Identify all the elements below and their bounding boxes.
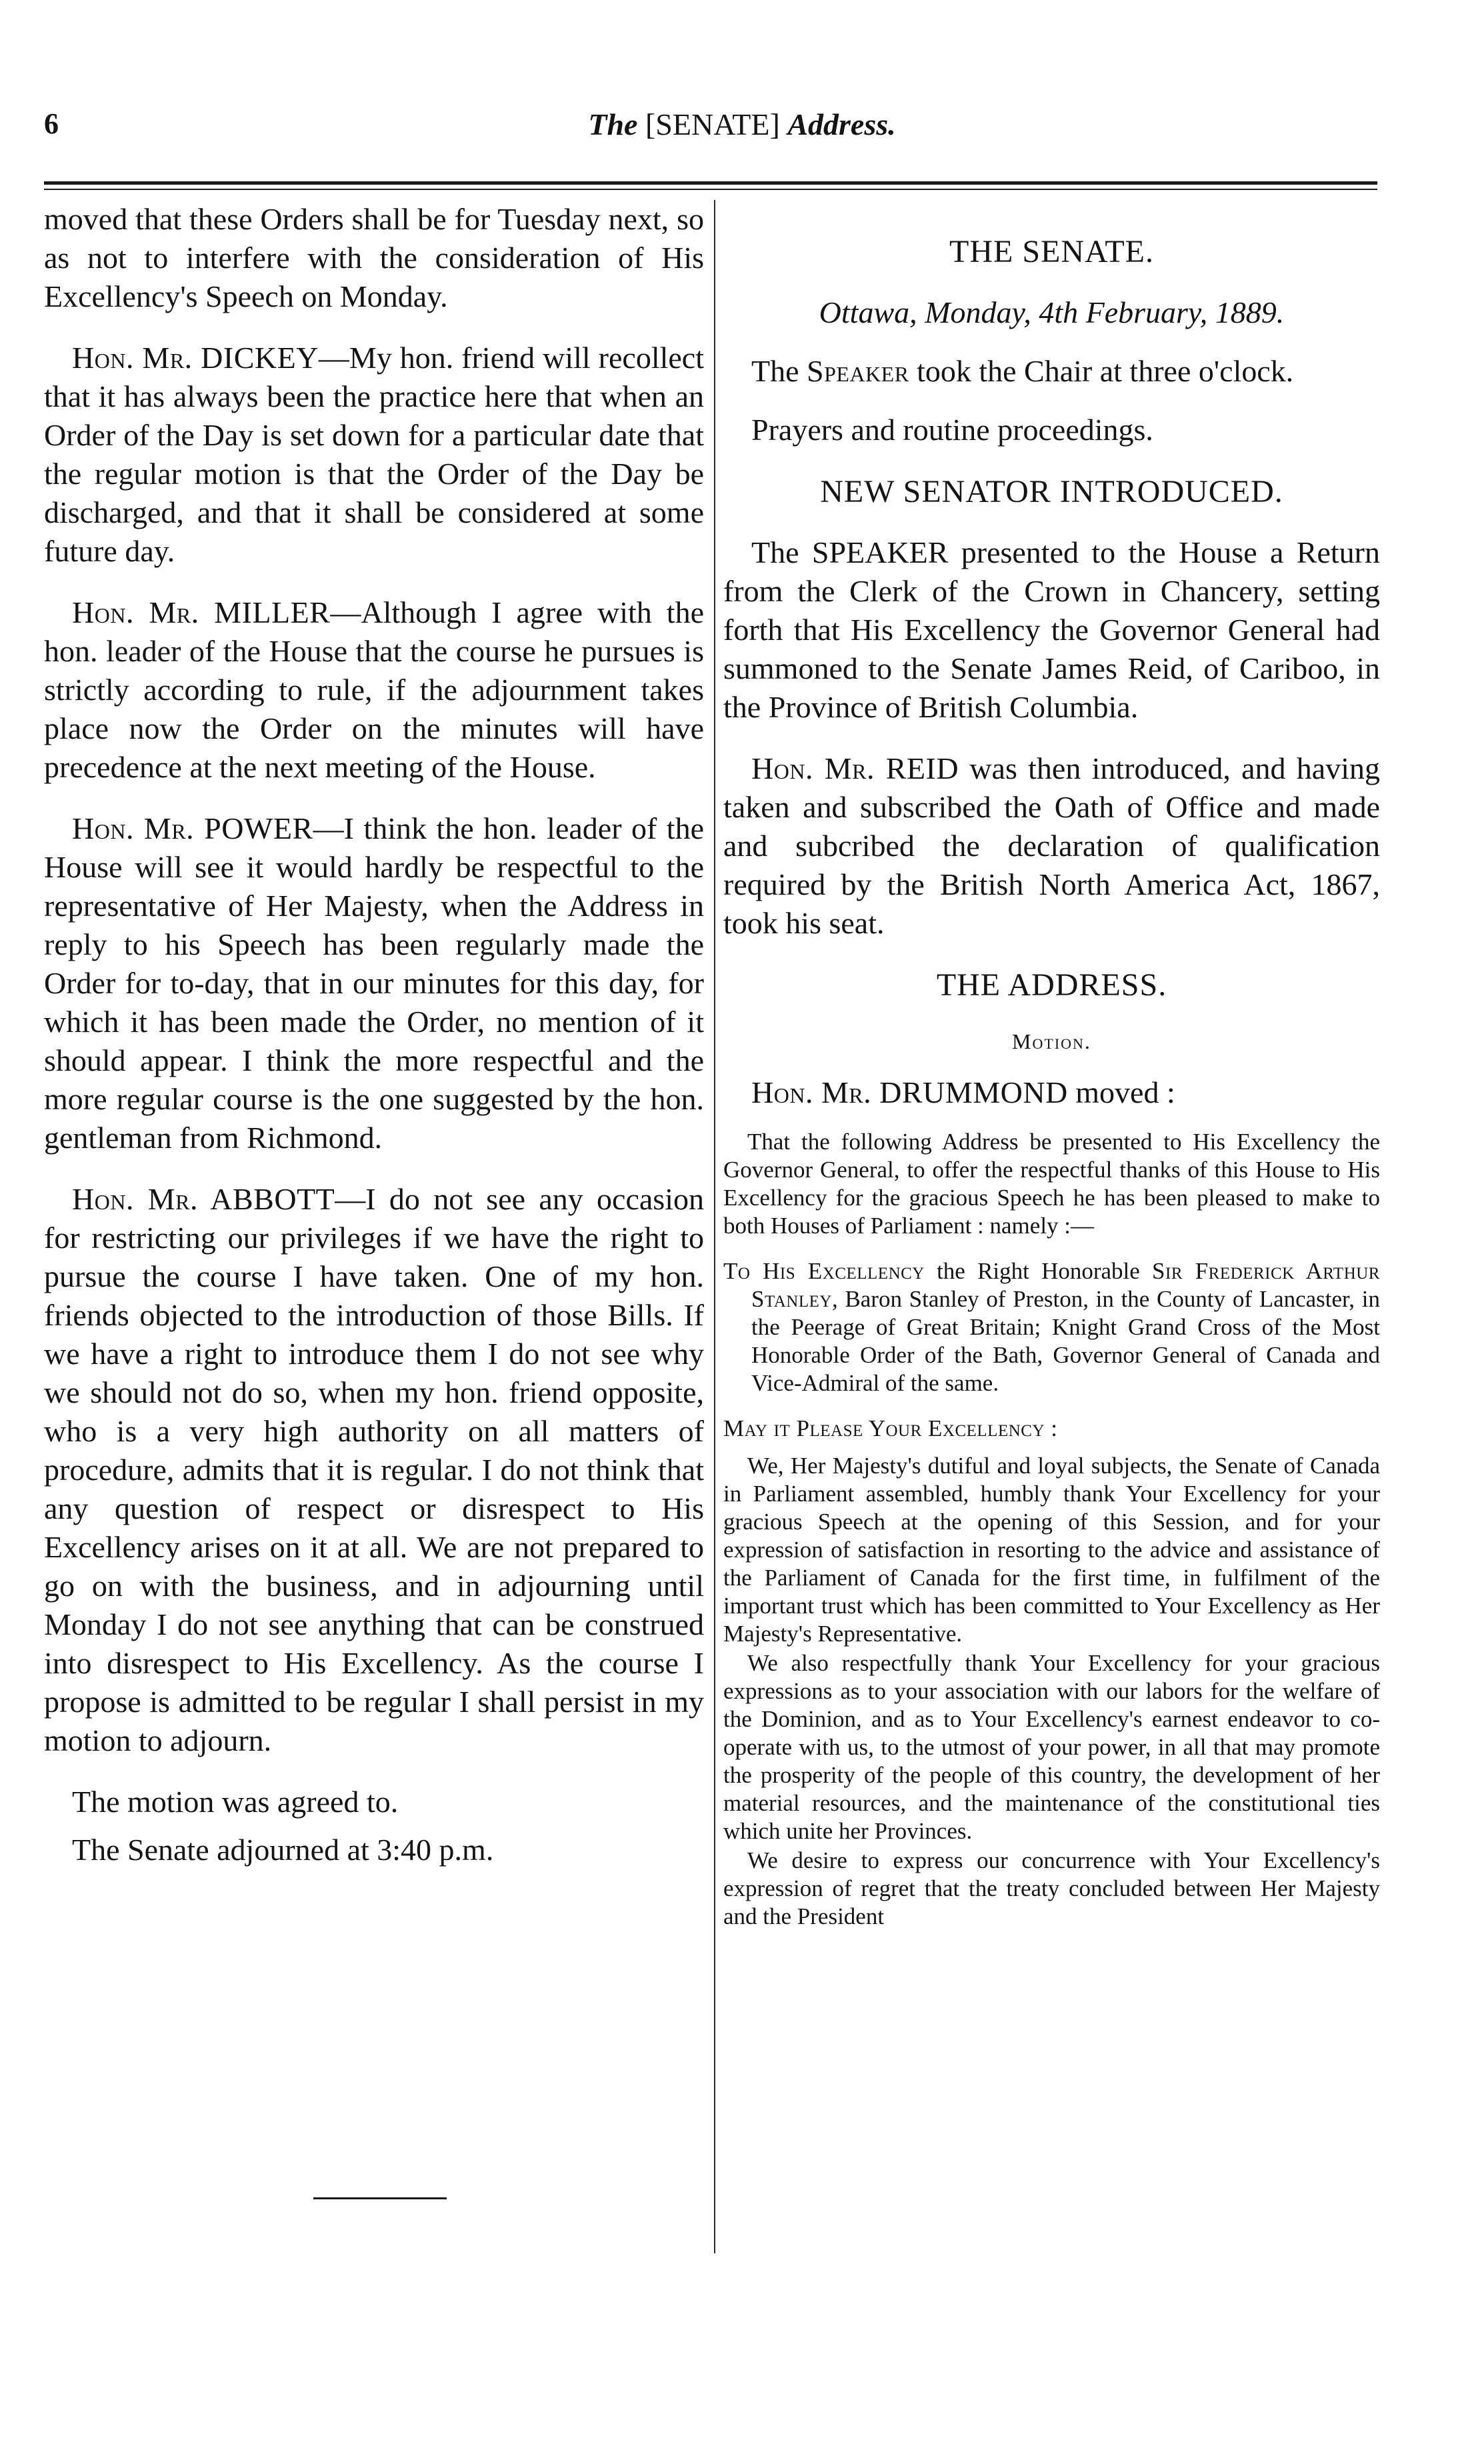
text-drummond: moved : (1067, 1075, 1175, 1109)
speaker-miller: Hon. Mr. MILLER (72, 595, 331, 629)
running-head-the: The (588, 107, 638, 141)
running-head-senate: [SENATE] (645, 107, 780, 141)
chair-after: took the Chair at three o'clock. (909, 354, 1294, 388)
paragraph-drummond (723, 1073, 1380, 1112)
text-reid: was then introduced, and having taken and subscribed the Oath of Office and made and subcribed the declaration of qualification required by the British North America Act, 1867, took his seat. (723, 751, 1380, 940)
page-number: 6 (44, 107, 59, 140)
speech-miller: —Although I agree with the hon. leader of the House that the course he pursues is strictly according to rule, if the adjournment takes place now the Order on the minutes will have precedence at the next meeting of the House. (44, 595, 704, 784)
paragraph-miller (44, 593, 704, 787)
paragraph-power (44, 809, 704, 1157)
left-column (44, 200, 704, 1892)
to-mid: the Right Honorable (924, 1258, 1153, 1284)
running-head-address: Address. (787, 107, 896, 141)
paragraph-chair (723, 352, 1380, 391)
speaker-reid: Hon. Mr. REID (751, 751, 959, 785)
heading-new-senator: NEW SENATOR INTRODUCED. (820, 474, 1283, 509)
sitting-dateline: Ottawa, Monday, 4th February, 1889. (819, 295, 1285, 329)
may-it-please: May it Please Your Excellency : (723, 1415, 1058, 1441)
paragraph-reid (723, 749, 1380, 943)
header-rule-thin (44, 189, 1377, 190)
column-divider (714, 200, 715, 2253)
speech-abbott: —I do not see any occasion for restricting our privileges if we have the right to pursue the course I have taken. One of my hon. friends objected to the introduction of those Bills. If we have a right to introduce them I do not see why we should not do so, when my hon. friend opposite, who is a very high authority on all matters of procedure, admits that it is regular. I do not think that any question of respect or disrespect to His Excellency arises on it at all. We are not prepared to go on with the business, and in adjourning until Monday I do not see anything that can be construed into disrespect to His Excellency. As the course I propose is admitted to be regular I shall persist in my motion to adjourn. (44, 1182, 704, 1757)
speaker-dickey: Hon. Mr. DICKEY (72, 341, 319, 375)
speaker-abbott: Hon. Mr. ABBOTT (72, 1182, 335, 1216)
right-column (723, 200, 1380, 1932)
motion-text: That the following Address be presented to His Excellency the Governor General, to offer the respectful thanks of this House to His Excellency for the gracious Speech he has been pleased to make to both Houses of Parliament : namely :— (723, 1129, 1380, 1239)
address-salutation-to (723, 1257, 1380, 1397)
paragraph-continuation: moved that these Orders shall be for Tuesday next, so as not to interfere with the consideration of His Excellency's Speech on Monday. (44, 202, 704, 313)
paragraph-prayers: Prayers and routine proceedings. (751, 413, 1153, 447)
speech-power: —I think the hon. leader of the House will see it would hardly be respectful to the representative of Her Majesty, when the Address in reply to his Speech has been regularly made the Order for to-day, that in our minutes for this day, for which it has been made the Order, no mention of it should appear. I think the more respectful and the more regular course is the one suggested by the hon. gentleman from Richmond. (44, 811, 704, 1155)
address-paragraph-3: We desire to express our concurrence with Your Excellency's expression of regret that the treaty concluded between Her Majesty and the President (723, 1847, 1380, 1929)
speech-dickey: —My hon. friend will recollect that it has always been the practice here that when an Order of the Day is set down for a particular date that the regular motion is that the Order of the Day be discharged, and that it shall be considered at some future day. (44, 341, 704, 568)
running-head (0, 107, 1484, 142)
governor-general-name: Sir Frederick Arthur Stanley (751, 1258, 1380, 1312)
address-paragraph-1: We, Her Majesty's dutiful and loyal subjects, the Senate of Canada in Parliament assembled, humbly thank Your Excellency for your gracious Speech at the opening of this Session, and for your expression of satisfaction in resorting to the advice and assistance of the Parliament of Canada for the first time, in fulfilment of the important trust which has been committed to Your Excellency as Her Majesty's Representative. (723, 1453, 1380, 1647)
end-of-sitting-rule (313, 2197, 447, 2199)
heading-the-address: THE ADDRESS. (936, 967, 1167, 1003)
heading-the-senate: THE SENATE. (949, 234, 1154, 269)
speaker-power: Hon. Mr. POWER (72, 811, 313, 845)
page-header (0, 107, 1484, 160)
header-rule-thick (44, 181, 1377, 185)
speaker-title: Speaker (807, 354, 909, 388)
paragraph-return: The SPEAKER presented to the House a Return from the Clerk of the Crown in Chancery, setting forth that His Excellency the Governor General had summoned to the Senate James Reid, of Cariboo, in the Province of British Columbia. (723, 535, 1380, 724)
address-paragraph-2: We also respectfully thank Your Excellency for your gracious expressions as to your association with our labors for the welfare of the Dominion, and as to Your Excellency's earnest endeavor to co-operate with us, to the utmost of your power, in all that may promote the prosperity of the people of this country, the development of her material resources, and the maintenance of the constitutional ties which unite her Provinces. (723, 1650, 1380, 1844)
subheading-motion: Motion. (1012, 1029, 1091, 1053)
to-his-excellency: To His Excellency (723, 1258, 925, 1284)
paragraph-abbott (44, 1180, 704, 1760)
speaker-drummond: Hon. Mr. DRUMMOND (751, 1075, 1068, 1109)
chair-before: The (751, 354, 807, 388)
paragraph-dickey (44, 339, 704, 571)
to-rest: , Baron Stanley of Preston, in the County of Lancaster, in the Peerage of Great Britain; Knight Grand Cross of the Most Honorable Order of the Bath, Governor General of Canada and Vice-Admiral of the same. (751, 1286, 1380, 1396)
motion-agreed: The motion was agreed to. (72, 1785, 399, 1819)
senate-adjourned: The Senate adjourned at 3:40 p.m. (72, 1833, 494, 1867)
